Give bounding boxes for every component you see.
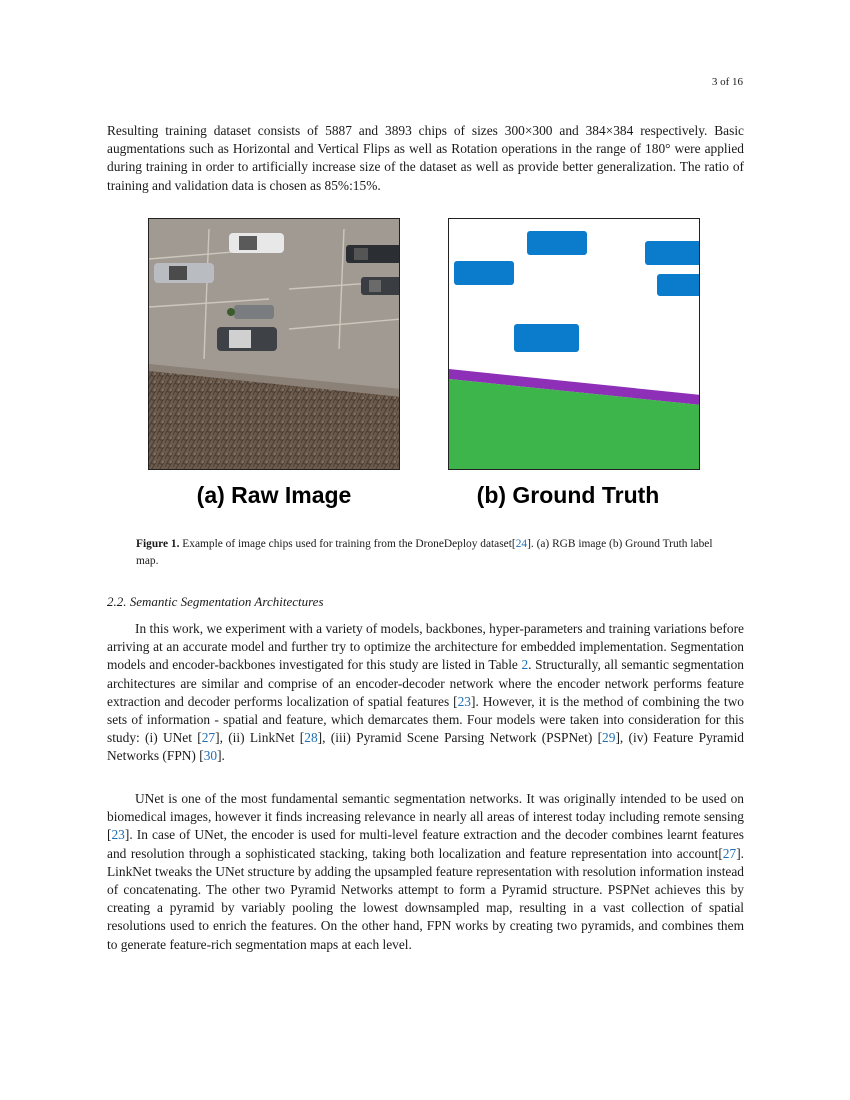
citation-23b[interactable]: 23 [111,827,125,843]
p1-text-1: In this work, we experiment with a variety of models, backbones, hyper-parameters and training variations before arriving at an accurate model and further try to optimize the architecture for embedded implementation. Segmentation models and encoder-backbones investigated for this study are listed in Table [107,621,744,673]
caption-text-2: ]. (a) RGB image (b) Ground Truth label map. [136,538,713,567]
figure-label-a: (a) Raw Image [196,482,352,508]
citation-23[interactable]: 23 [457,693,471,709]
p1-text-7: ]. [217,748,225,764]
ground-truth-label-map [449,219,700,470]
paragraph-architectures [107,620,744,766]
citation-28[interactable]: 28 [304,730,318,746]
car-2 [154,263,214,283]
p2-text-3: ]. LinkNet tweaks the UNet structure by adding the upsampled feature representation with resolution information instead of concatenating. The other two Pyramid Networks attempt to form a Pyramid structure. PSPNet achieves this by creating a pyramid by variably pooling the lowest downsampled map, resulting in a vast collection of spatial resolutions used to enrich the features. On the other hand, FPN works by creating two pyramids, and combines them to generate feature-rich segmentation maps at each level. [107,845,744,952]
p1-text-5: ], (iii) Pyramid Scene Parsing Network (PSPNet) [ [317,730,603,746]
caption-text-1: Example of image chips used for training from the DroneDeploy dataset[ [179,538,516,550]
figure-caption-lead: Figure 1. [136,538,180,550]
page-number: 3 of 16 [711,76,743,88]
car-3 [346,245,400,263]
p1-text-6: ], (iv) Feature Pyramid Networks (FPN) [ [107,730,744,764]
table-ref[interactable]: 2 [521,657,529,673]
citation-27[interactable]: 27 [201,730,216,746]
p1-text-3: ]. However, it is the method of combining the two sets of information - spatial and feature, which demarcates them. Four models were taken into consideration for this study: (i) UNet [ [107,693,744,746]
car-1 [229,233,284,253]
figure-caption [136,536,726,570]
car-6 [217,327,277,351]
p2-text-2: ]. In case of UNet, the encoder is used for multi-level feature extraction and the decoder combines learnt features and resolution through a sophisticated stacking, taking both localization and feature representation into account[ [107,827,744,861]
citation-29[interactable]: 29 [602,730,616,746]
caption-citation[interactable]: 24 [515,538,528,550]
citation-27b[interactable]: 27 [722,845,737,861]
intro-paragraph: Resulting training dataset consists of 5887 and 3893 chips of sizes 300×300 and 384×384 respectively. Basic augmentations such as Horizontal and Vertical Flips as well as Rotation operations in the range of 180° were applied during training in order to artificially increase size of the dataset as well as provide better generalization. The ratio of training and validation data is chosen as 85%:15%. [107,123,744,193]
citation-30[interactable]: 30 [203,748,218,764]
raw-image-figure [148,218,400,470]
p1-text-2: . Structurally, all semantic segmentation architectures are similar and comprise of an encoder-decoder network where the encoder network performs feature extraction and decoder performs localization of spatial features [ [107,657,744,709]
figure-label-b: (b) Ground Truth [476,482,660,508]
car-4 [361,277,400,295]
section-heading: 2.2. Semantic Segmentation Architectures [107,594,324,609]
p1-text-4: ], (ii) LinkNet [ [215,730,305,746]
ground-truth-figure [448,218,700,470]
raw-aerial-image [149,219,400,470]
p2-text-1: UNet is one of the most fundamental semantic segmentation networks. It was originally intended to be used on biomedical images, however it finds increasing relevance in nearly all areas of interest today including remote sensing [ [107,791,744,843]
paragraph-unet [107,790,744,954]
